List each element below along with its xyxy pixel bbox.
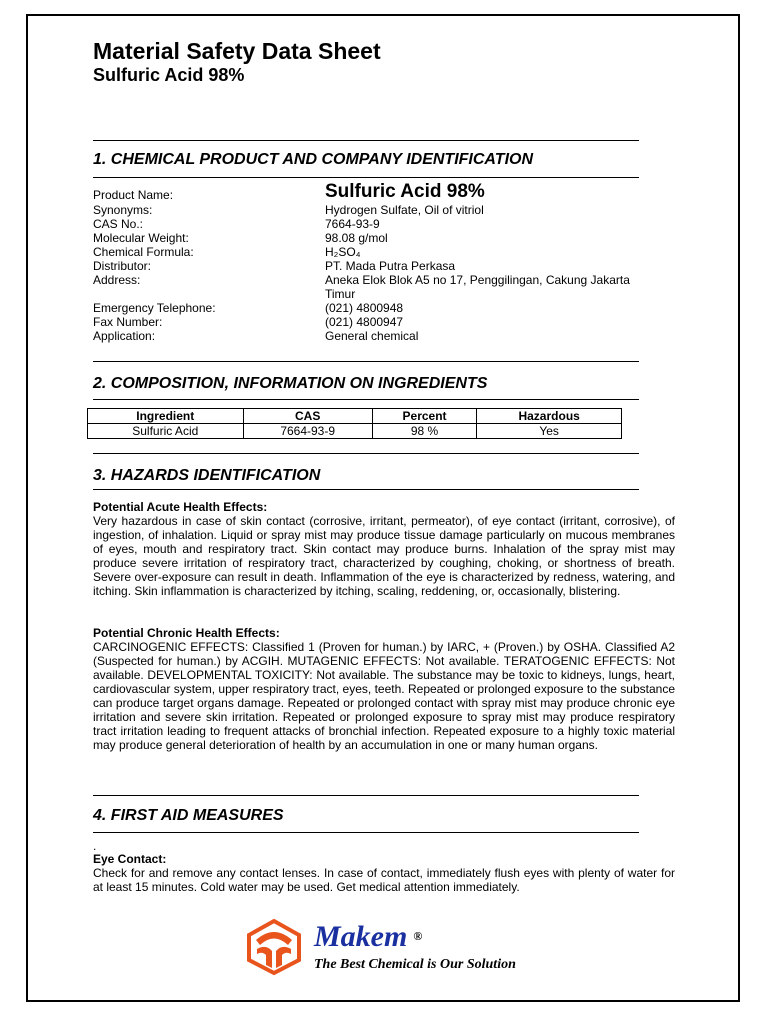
document-title: Material Safety Data Sheet [93,38,381,64]
eye-contact-text: Check for and remove any contact lenses. In case of contact, immediately flush eyes with plenty of water for at least 15 minutes. Cold water may be used. Get medical attention immediately. [93,866,675,894]
brand-text: Makem [314,920,408,953]
eye-contact-title: Eye Contact: [93,852,167,866]
divider [93,361,639,362]
acute-health-effects [93,500,675,598]
brand-name [314,920,422,954]
info-row-distributor [93,259,663,273]
table-cell: 7664-93-9 [243,424,372,439]
info-label: Product Name: [93,188,174,202]
product-identification [93,181,663,343]
info-row-molecular-weight [93,231,663,245]
table-row [88,424,622,439]
divider [93,177,639,178]
info-value: PT. Mada Putra Perkasa [325,259,456,273]
info-row-product-name [93,181,663,203]
info-label: Synonyms: [93,203,153,217]
brand-tagline: The Best Chemical is Our Solution [314,957,516,972]
info-value: H₂SO₄ [325,245,361,259]
info-value: (021) 4800947 [325,315,404,329]
column-header: Ingredient [88,409,244,424]
column-header: Hazardous [477,409,622,424]
column-header: Percent [372,409,476,424]
section-4-heading: 4. FIRST AID MEASURES [93,807,284,824]
divider [93,453,639,454]
info-row-fax-number [93,315,663,329]
column-header: CAS [243,409,372,424]
document-header [93,38,675,86]
info-value: (021) 4800948 [325,301,404,315]
info-label: Address: [93,273,141,287]
makem-logo-icon [246,918,302,976]
info-label: Application: [93,329,156,343]
info-label: Distributor: [93,259,152,273]
info-value: Aneka Elok Blok A5 no 17, Penggilingan, Cakung Jakarta Timur [325,273,630,301]
registered-mark: ® [413,929,423,943]
info-row-cas [93,217,663,231]
section-2-heading: 2. COMPOSITION, INFORMATION ON INGREDIENTS [93,375,488,392]
info-value: General chemical [325,329,419,343]
chronic-effects-title: Potential Chronic Health Effects: [93,626,280,640]
info-row-application [93,329,663,343]
first-aid-eye-contact [93,840,675,894]
info-label: Fax Number: [93,315,163,329]
divider [93,832,639,833]
table-header-row [88,409,622,424]
info-row-address [93,273,663,301]
info-value: 98.08 g/mol [325,231,388,245]
acute-effects-title: Potential Acute Health Effects: [93,500,268,514]
divider [93,795,639,796]
info-value: Sulfuric Acid 98% [325,181,485,202]
acute-effects-text: Very hazardous in case of skin contact (corrosive, irritant, permeator), of eye contact (irritant, corrosive), of ingestion, of inhalation. Liquid or spray mist may produce tissue damage particularly on mucous membranes of eyes, mouth and respiratory tract. Skin contact may produce burns. Inhalation of the spray mist may produce severe irritation of respiratory tract, characterized by coughing, choking, or shortness of breath. Severe over-exposure can result in death. Inflammation of the eye is characterized by redness, watering, and itching. Skin inflammation is characterized by itching, scaling, reddening, or, occasionally, blistering. [93,514,675,598]
stray-dot: . [93,839,97,853]
info-row-chemical-formula [93,245,663,259]
info-label: Chemical Formula: [93,245,194,259]
info-value: 7664-93-9 [325,217,380,231]
divider [93,140,639,141]
divider [93,399,639,400]
info-label: Emergency Telephone: [93,301,216,315]
info-label: CAS No.: [93,217,144,231]
chronic-health-effects [93,626,675,752]
section-1-heading: 1. CHEMICAL PRODUCT AND COMPANY IDENTIFICATION [93,151,534,168]
info-row-synonyms [93,203,663,217]
chronic-effects-text: CARCINOGENIC EFFECTS: Classified 1 (Proven for human.) by IARC, + (Proven.) by OSHA. Classified A2 (Suspected for human.) by ACGIH. MUTAGENIC EFFECTS: Not available. TERATOGENIC EFFECTS: Not available. DEVELOPMENTAL TOXICITY: Not available. The substance may be toxic to kidneys, lungs, heart, cardiovascular system, upper respiratory tract, eyes, teeth. Repeated or prolonged exposure to the substance can produce target organs damage. Repeated or prolonged contact with spray mist may produce chronic eye irritation and severe skin irritation. Repeated or prolonged exposure to spray mist may produce respiratory tract irritation leading to frequent attacks of bronchial infection. Repeated exposure to a highly toxic material may produce general deterioration of health by an accumulation in one or many human organs. [93,640,675,752]
info-row-emergency-telephone [93,301,663,315]
divider [93,489,639,490]
document-subtitle: Sulfuric Acid 98% [93,65,245,85]
composition-table [87,408,622,439]
info-value: Hydrogen Sulfate, Oil of vitriol [325,203,484,217]
section-3-heading: 3. HAZARDS IDENTIFICATION [93,467,321,484]
info-label: Molecular Weight: [93,231,189,245]
table-cell: 98 % [372,424,476,439]
table-cell: Yes [477,424,622,439]
table-cell: Sulfuric Acid [88,424,244,439]
